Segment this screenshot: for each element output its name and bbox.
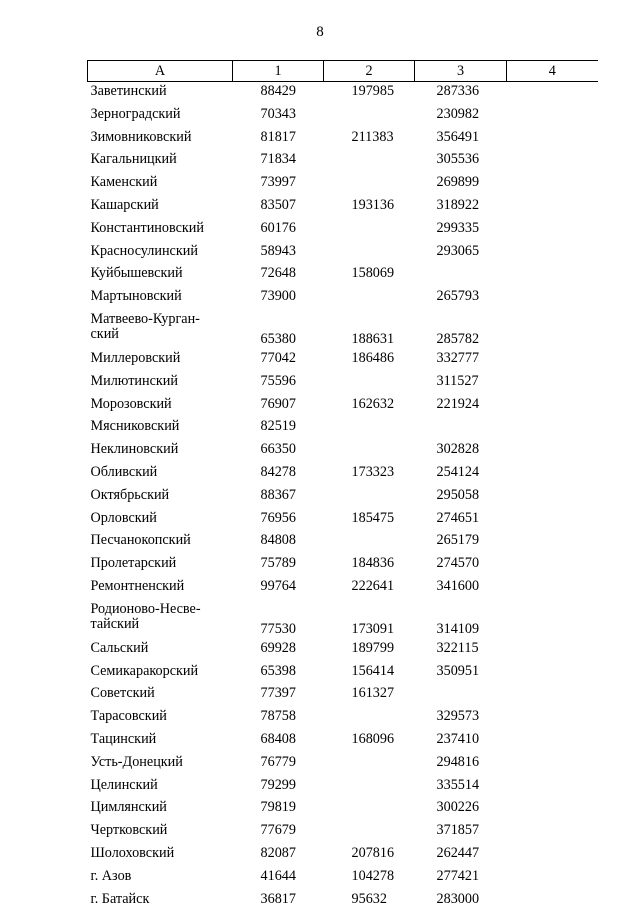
district-name-cell: г. Батайск (88, 890, 233, 912)
district-name-cell: Целинский (88, 776, 233, 799)
col4-value-cell (507, 417, 598, 440)
col4-value-cell (507, 662, 598, 685)
col1-value-cell: 82087 (233, 844, 324, 867)
col3-value-cell: 335514 (415, 776, 507, 799)
header-cell-1: 1 (233, 61, 324, 82)
data-table-container (87, 60, 597, 912)
district-name-cell: Кашарский (88, 196, 233, 219)
table-row (88, 349, 598, 372)
col1-value-cell: 76956 (233, 509, 324, 532)
table-body (88, 82, 598, 912)
col4-value-cell (507, 372, 598, 395)
district-name-cell: Цимлянский (88, 798, 233, 821)
district-name-cell: Ремонтненский (88, 577, 233, 600)
col1-value-cell: 70343 (233, 105, 324, 128)
col3-value-cell (415, 264, 507, 287)
table-row (88, 486, 598, 509)
col2-value-cell (324, 486, 415, 509)
table-row (88, 310, 598, 349)
table-row (88, 242, 598, 265)
col2-value-cell: 211383 (324, 128, 415, 151)
col3-value-cell: 277421 (415, 867, 507, 890)
col4-value-cell (507, 242, 598, 265)
col3-value-cell (415, 417, 507, 440)
header-cell-4: 4 (507, 61, 598, 82)
table-row (88, 867, 598, 890)
col4-value-cell (507, 264, 598, 287)
col2-value-cell (324, 105, 415, 128)
col1-value-cell: 79819 (233, 798, 324, 821)
col4-value-cell (507, 776, 598, 799)
col2-value-cell (324, 798, 415, 821)
col3-value-cell: 265179 (415, 531, 507, 554)
col3-value-cell: 237410 (415, 730, 507, 753)
col1-value-cell: 65380 (233, 310, 324, 349)
table-row (88, 639, 598, 662)
table-row (88, 219, 598, 242)
col3-value-cell: 221924 (415, 395, 507, 418)
col1-value-cell: 73997 (233, 173, 324, 196)
header-cell-a: А (88, 61, 233, 82)
col2-value-cell: 185475 (324, 509, 415, 532)
district-name-cell: Константиновский (88, 219, 233, 242)
col3-value-cell: 262447 (415, 844, 507, 867)
table-row (88, 82, 598, 105)
col4-value-cell (507, 105, 598, 128)
data-table (87, 60, 598, 912)
table-header (88, 61, 598, 82)
col4-value-cell (507, 150, 598, 173)
district-name-cell: Мартыновский (88, 287, 233, 310)
col4-value-cell (507, 798, 598, 821)
col1-value-cell: 83507 (233, 196, 324, 219)
col2-value-cell (324, 531, 415, 554)
district-name-cell: Советский (88, 684, 233, 707)
col1-value-cell: 73900 (233, 287, 324, 310)
district-name-cell: Семикаракорский (88, 662, 233, 685)
col4-value-cell (507, 531, 598, 554)
district-name-cell: Каменский (88, 173, 233, 196)
col1-value-cell: 76779 (233, 753, 324, 776)
col3-value-cell: 329573 (415, 707, 507, 730)
table-row (88, 730, 598, 753)
district-name-cell: Родионово-Несве- тайский (88, 600, 233, 639)
district-name-cell: Обливский (88, 463, 233, 486)
col2-value-cell (324, 821, 415, 844)
table-row (88, 554, 598, 577)
table-row (88, 531, 598, 554)
col4-value-cell (507, 577, 598, 600)
col3-value-cell: 318922 (415, 196, 507, 219)
col4-value-cell (507, 82, 598, 105)
col4-value-cell (507, 867, 598, 890)
col4-value-cell (507, 753, 598, 776)
col3-value-cell: 311527 (415, 372, 507, 395)
col2-value-cell: 158069 (324, 264, 415, 287)
col2-value-cell (324, 707, 415, 730)
table-row (88, 577, 598, 600)
district-name-cell: Куйбышевский (88, 264, 233, 287)
table-row (88, 684, 598, 707)
page-number: 8 (0, 24, 640, 41)
table-row (88, 821, 598, 844)
header-cell-2: 2 (324, 61, 415, 82)
col1-value-cell: 88367 (233, 486, 324, 509)
col1-value-cell: 99764 (233, 577, 324, 600)
col4-value-cell (507, 639, 598, 662)
col1-value-cell: 78758 (233, 707, 324, 730)
col4-value-cell (507, 844, 598, 867)
district-name-cell: Морозовский (88, 395, 233, 418)
col1-value-cell: 71834 (233, 150, 324, 173)
table-row (88, 264, 598, 287)
table-row (88, 395, 598, 418)
col2-value-cell (324, 417, 415, 440)
col1-value-cell: 58943 (233, 242, 324, 265)
district-name-cell: Заветинский (88, 82, 233, 105)
col4-value-cell (507, 600, 598, 639)
col4-value-cell (507, 440, 598, 463)
col4-value-cell (507, 684, 598, 707)
col1-value-cell: 77397 (233, 684, 324, 707)
table-row (88, 128, 598, 151)
col1-value-cell: 84808 (233, 531, 324, 554)
col4-value-cell (507, 463, 598, 486)
col3-value-cell: 230982 (415, 105, 507, 128)
col1-value-cell: 66350 (233, 440, 324, 463)
col1-value-cell: 41644 (233, 867, 324, 890)
district-name-cell: Сальский (88, 639, 233, 662)
col2-value-cell: 95632 (324, 890, 415, 912)
table-row (88, 372, 598, 395)
col3-value-cell: 265793 (415, 287, 507, 310)
col4-value-cell (507, 730, 598, 753)
col2-value-cell: 222641 (324, 577, 415, 600)
table-row (88, 707, 598, 730)
header-cell-3: 3 (415, 61, 507, 82)
col3-value-cell: 305536 (415, 150, 507, 173)
district-name-cell: Кагальницкий (88, 150, 233, 173)
col3-value-cell: 356491 (415, 128, 507, 151)
col2-value-cell: 173091 (324, 600, 415, 639)
col1-value-cell: 77042 (233, 349, 324, 372)
col3-value-cell: 285782 (415, 310, 507, 349)
district-name-cell: Песчанокопский (88, 531, 233, 554)
col3-value-cell: 287336 (415, 82, 507, 105)
col4-value-cell (507, 486, 598, 509)
table-row (88, 798, 598, 821)
table-row (88, 196, 598, 219)
col3-value-cell: 302828 (415, 440, 507, 463)
col3-value-cell: 299335 (415, 219, 507, 242)
col3-value-cell: 294816 (415, 753, 507, 776)
col2-value-cell (324, 242, 415, 265)
col2-value-cell: 207816 (324, 844, 415, 867)
col2-value-cell: 156414 (324, 662, 415, 685)
district-name-cell: Орловский (88, 509, 233, 532)
col2-value-cell: 173323 (324, 463, 415, 486)
col3-value-cell: 332777 (415, 349, 507, 372)
col3-value-cell: 293065 (415, 242, 507, 265)
col3-value-cell: 269899 (415, 173, 507, 196)
col2-value-cell (324, 372, 415, 395)
col4-value-cell (507, 287, 598, 310)
table-row (88, 509, 598, 532)
table-row (88, 844, 598, 867)
table-row (88, 150, 598, 173)
col2-value-cell (324, 776, 415, 799)
col3-value-cell: 283000 (415, 890, 507, 912)
col2-value-cell (324, 440, 415, 463)
district-name-cell: Красносулинский (88, 242, 233, 265)
col3-value-cell: 295058 (415, 486, 507, 509)
col3-value-cell (415, 684, 507, 707)
col3-value-cell: 350951 (415, 662, 507, 685)
district-name-cell: Октябрьский (88, 486, 233, 509)
district-name-cell: Зерноградский (88, 105, 233, 128)
col2-value-cell: 104278 (324, 867, 415, 890)
table-row (88, 753, 598, 776)
col1-value-cell: 77530 (233, 600, 324, 639)
table-row (88, 662, 598, 685)
col1-value-cell: 75596 (233, 372, 324, 395)
table-row (88, 440, 598, 463)
col1-value-cell: 60176 (233, 219, 324, 242)
col2-value-cell: 193136 (324, 196, 415, 219)
table-row (88, 417, 598, 440)
col1-value-cell: 79299 (233, 776, 324, 799)
district-name-cell: Зимовниковский (88, 128, 233, 151)
table-row (88, 600, 598, 639)
district-name-cell: Усть-Донецкий (88, 753, 233, 776)
col3-value-cell: 341600 (415, 577, 507, 600)
district-name-cell: Тарасовский (88, 707, 233, 730)
col1-value-cell: 88429 (233, 82, 324, 105)
col4-value-cell (507, 173, 598, 196)
col4-value-cell (507, 219, 598, 242)
col1-value-cell: 81817 (233, 128, 324, 151)
col4-value-cell (507, 890, 598, 912)
col1-value-cell: 84278 (233, 463, 324, 486)
district-name-cell: Шолоховский (88, 844, 233, 867)
district-name-cell: Мясниковский (88, 417, 233, 440)
col1-value-cell: 36817 (233, 890, 324, 912)
col2-value-cell: 186486 (324, 349, 415, 372)
col2-value-cell: 168096 (324, 730, 415, 753)
col1-value-cell: 68408 (233, 730, 324, 753)
col4-value-cell (507, 310, 598, 349)
col1-value-cell: 75789 (233, 554, 324, 577)
col4-value-cell (507, 395, 598, 418)
header-row (88, 61, 598, 82)
table-row (88, 463, 598, 486)
district-name-cell: Миллеровский (88, 349, 233, 372)
col2-value-cell (324, 287, 415, 310)
district-name-cell: Чертковский (88, 821, 233, 844)
col2-value-cell: 162632 (324, 395, 415, 418)
col1-value-cell: 69928 (233, 639, 324, 662)
col1-value-cell: 77679 (233, 821, 324, 844)
col2-value-cell: 184836 (324, 554, 415, 577)
col2-value-cell (324, 150, 415, 173)
col3-value-cell: 300226 (415, 798, 507, 821)
col3-value-cell: 274570 (415, 554, 507, 577)
col4-value-cell (507, 707, 598, 730)
table-row (88, 776, 598, 799)
col4-value-cell (507, 509, 598, 532)
table-row (88, 105, 598, 128)
district-name-cell: Тацинский (88, 730, 233, 753)
col4-value-cell (507, 821, 598, 844)
col2-value-cell: 189799 (324, 639, 415, 662)
table-row (88, 287, 598, 310)
col4-value-cell (507, 349, 598, 372)
col4-value-cell (507, 196, 598, 219)
col2-value-cell (324, 753, 415, 776)
col1-value-cell: 65398 (233, 662, 324, 685)
col2-value-cell: 197985 (324, 82, 415, 105)
district-name-cell: Милютинский (88, 372, 233, 395)
table-row (88, 173, 598, 196)
col2-value-cell: 161327 (324, 684, 415, 707)
col1-value-cell: 76907 (233, 395, 324, 418)
col2-value-cell (324, 219, 415, 242)
col3-value-cell: 322115 (415, 639, 507, 662)
col1-value-cell: 72648 (233, 264, 324, 287)
col3-value-cell: 254124 (415, 463, 507, 486)
district-name-cell: Неклиновский (88, 440, 233, 463)
col2-value-cell (324, 173, 415, 196)
district-name-cell: Матвеево-Курган- ский (88, 310, 233, 349)
col4-value-cell (507, 128, 598, 151)
col1-value-cell: 82519 (233, 417, 324, 440)
district-name-cell: Пролетарский (88, 554, 233, 577)
col4-value-cell (507, 554, 598, 577)
col3-value-cell: 371857 (415, 821, 507, 844)
col3-value-cell: 274651 (415, 509, 507, 532)
col3-value-cell: 314109 (415, 600, 507, 639)
col2-value-cell: 188631 (324, 310, 415, 349)
district-name-cell: г. Азов (88, 867, 233, 890)
table-row (88, 890, 598, 912)
